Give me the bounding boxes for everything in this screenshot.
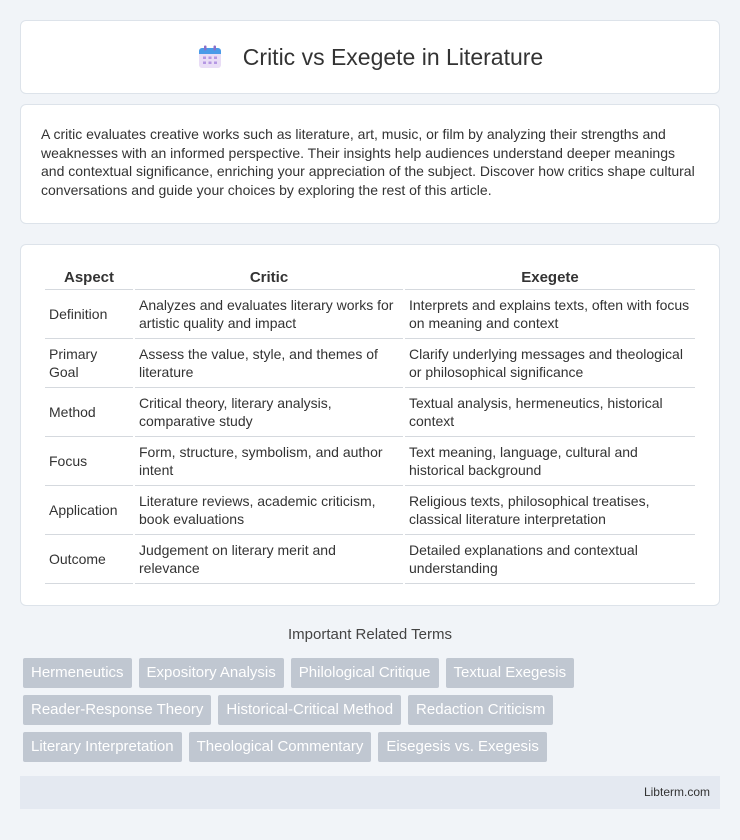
tag-textual-exegesis[interactable]: Textual Exegesis	[446, 658, 575, 688]
table-row	[45, 535, 695, 584]
cell-critic: Assess the value, style, and themes of literature	[135, 339, 403, 388]
table-row	[45, 388, 695, 437]
cell-aspect: Method	[45, 388, 133, 437]
tag-expository-analysis[interactable]: Expository Analysis	[139, 658, 284, 688]
tag-eisegesis-vs-exegesis[interactable]: Eisegesis vs. Exegesis	[378, 732, 547, 762]
tag-literary-interpretation[interactable]: Literary Interpretation	[23, 732, 182, 762]
cell-aspect: Application	[45, 486, 133, 535]
cell-aspect: Primary Goal	[45, 339, 133, 388]
calendar-icon	[197, 44, 223, 70]
intro-card	[20, 104, 720, 224]
cell-exegete: Interprets and explains texts, often with focus on meaning and context	[405, 290, 695, 339]
table-header-row	[45, 265, 695, 290]
table-row	[45, 486, 695, 535]
tag-hermeneutics[interactable]: Hermeneutics	[23, 658, 132, 688]
cell-exegete: Religious texts, philosophical treatises, classical literature interpretation	[405, 486, 695, 535]
cell-aspect: Definition	[45, 290, 133, 339]
footer	[20, 776, 720, 809]
table-row	[45, 290, 695, 339]
page-title: Critic vs Exegete in Literature	[242, 43, 544, 70]
cell-critic: Form, structure, symbolism, and author intent	[135, 437, 403, 486]
tag-historical-critical-method[interactable]: Historical-Critical Method	[218, 695, 401, 725]
tag-row	[23, 695, 723, 725]
cell-critic: Analyzes and evaluates literary works for artistic quality and impact	[135, 290, 403, 339]
tag-theological-commentary[interactable]: Theological Commentary	[189, 732, 372, 762]
header-critic: Critic	[135, 265, 403, 290]
comparison-table	[43, 265, 697, 584]
tag-philological-critique[interactable]: Philological Critique	[291, 658, 439, 688]
header-aspect: Aspect	[45, 265, 133, 290]
cell-aspect: Focus	[45, 437, 133, 486]
header-exegete: Exegete	[405, 265, 695, 290]
cell-exegete: Textual analysis, hermeneutics, historical context	[405, 388, 695, 437]
cell-aspect: Outcome	[45, 535, 133, 584]
table-row	[45, 437, 695, 486]
tag-redaction-criticism[interactable]: Redaction Criticism	[408, 695, 553, 725]
cell-exegete: Clarify underlying messages and theological or philosophical significance	[405, 339, 695, 388]
cell-exegete: Detailed explanations and contextual understanding	[405, 535, 695, 584]
title-card	[20, 20, 720, 94]
tag-row	[23, 658, 723, 688]
cell-critic: Critical theory, literary analysis, comparative study	[135, 388, 403, 437]
intro-text: A critic evaluates creative works such as literature, art, music, or film by analyzing their strengths and weaknesses with an informed perspective. Their insights help audiences understand deeper meanings and contextual significance, enriching your appreciation of the subject. Discover how critics shape cultural conversations and guide your choices by exploring the rest of this article.	[41, 126, 695, 198]
related-terms-title: Important Related Terms	[288, 626, 452, 643]
cell-exegete: Text meaning, language, cultural and historical background	[405, 437, 695, 486]
tag-row	[23, 732, 723, 762]
cell-critic: Literature reviews, academic criticism, book evaluations	[135, 486, 403, 535]
comparison-table-card	[20, 244, 720, 606]
table-row	[45, 339, 695, 388]
cell-critic: Judgement on literary merit and relevance	[135, 535, 403, 584]
tag-reader-response-theory[interactable]: Reader-Response Theory	[23, 695, 211, 725]
footer-site-link[interactable]: Libterm.com	[643, 785, 710, 799]
related-terms	[23, 658, 723, 769]
